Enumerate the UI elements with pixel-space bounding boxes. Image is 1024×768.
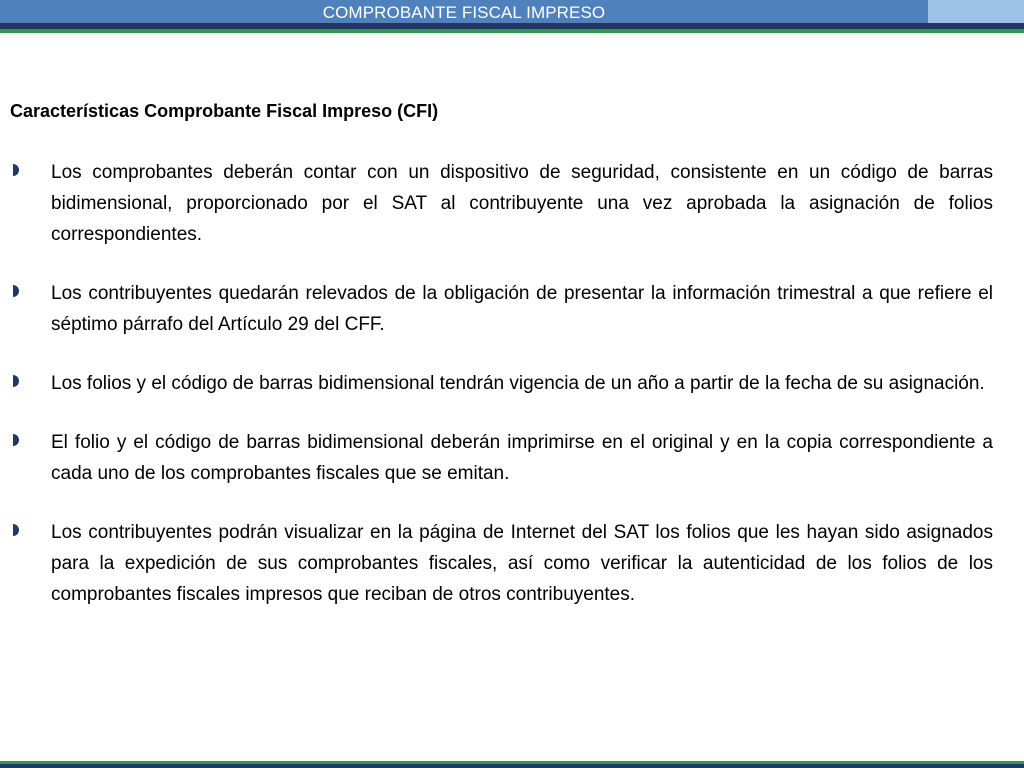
half-circle-bullet-icon [13, 164, 19, 176]
bullet-text: Los contribuyentes podrán visualizar en la página de Internet del SAT los folios que les hayan sido asignados para la expedición de sus comprobantes fiscales, así como verificar la autenticidad de los folios de los comprobantes fiscales impresos que reciban de otros contribuyentes. [51, 522, 993, 605]
section-heading: Características Comprobante Fiscal Impreso (CFI) [10, 101, 439, 121]
bullet-item [10, 278, 993, 340]
bullet-text: Los folios y el código de barras bidimensional tendrán vigencia de un año a partir de la fecha de su asignación. [51, 373, 985, 394]
bullet-text: El folio y el código de barras bidimensional deberán imprimirse en el original y en la copia correspondiente a cada uno de los comprobantes fiscales que se emitan. [51, 432, 993, 484]
page-title: COMPROBANTE FISCAL IMPRESO [322, 3, 606, 22]
half-circle-bullet-icon [13, 375, 19, 387]
bullet-item [10, 157, 993, 250]
half-circle-bullet-icon [13, 434, 19, 446]
bullet-item [10, 517, 993, 610]
bullet-item [10, 427, 993, 489]
bullet-item [10, 368, 993, 399]
bullet-list [10, 157, 993, 610]
slide-content [10, 98, 993, 638]
top-green-stripe [0, 29, 1024, 33]
header-accent-block [928, 0, 1024, 23]
bottom-navy-stripe [0, 764, 1024, 768]
bullet-text: Los contribuyentes quedarán relevados de la obligación de presentar la información trimestral a que refiere el séptimo párrafo del Artículo 29 del CFF. [51, 283, 993, 335]
bullet-text: Los comprobantes deberán contar con un dispositivo de seguridad, consistente en un código de barras bidimensional, proporcionado por el SAT al contribuyente una vez aprobada la asignación de folios correspondientes. [51, 162, 993, 245]
half-circle-bullet-icon [13, 524, 19, 536]
half-circle-bullet-icon [13, 285, 19, 297]
